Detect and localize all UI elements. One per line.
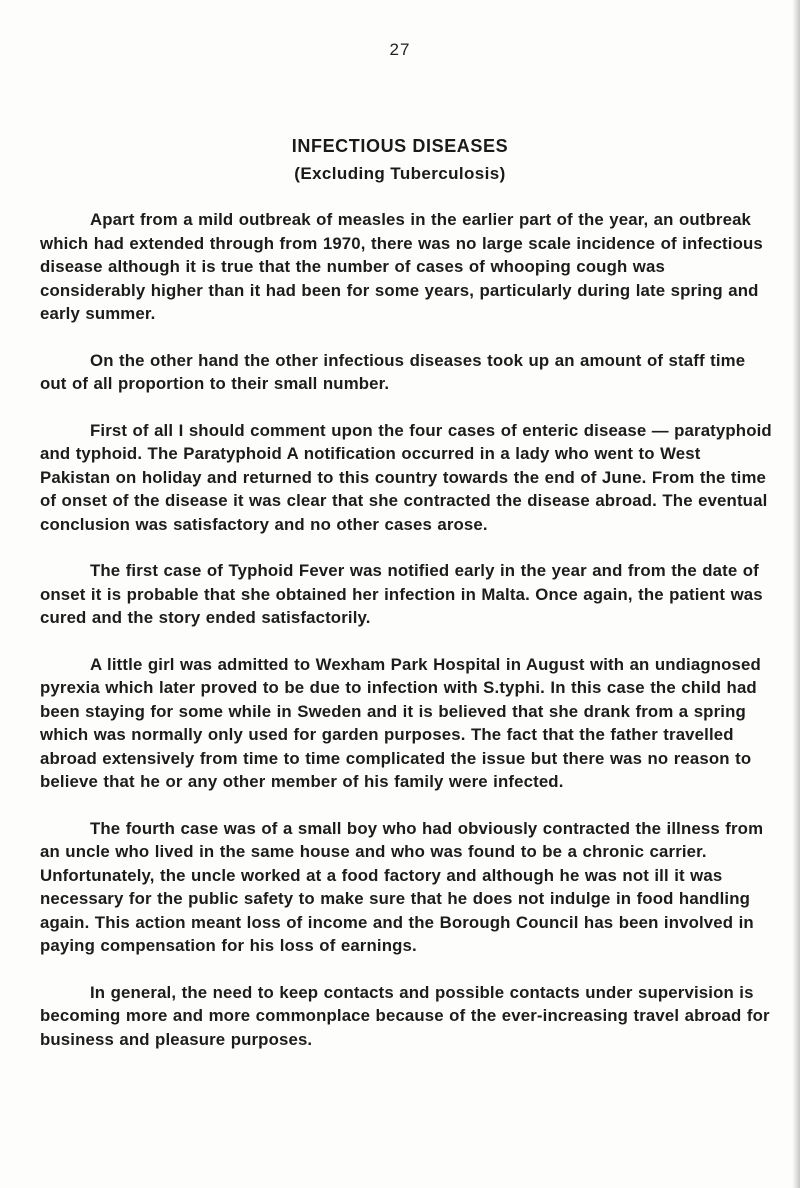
paragraph-staff-time: On the other hand the other infectious diseases took up an amount of staff time out of all proportion to their small number.	[40, 350, 746, 393]
paragraph-enteric-disease: First of all I should comment upon the four cases of enteric disease — paratyphoid and typhoid. The Paratyphoid A notification occurred in a lady who went to West Pakistan on holiday and returned to this country towards the end of June. From the time of onset of the disease it was clear that she contracted the disease abroad. The eventual conclusion was satisfactory and no other cases arose.	[40, 420, 772, 534]
paragraph-fourth-case: The fourth case was of a small boy who had obviously contracted the illness from an uncle who lived in the same house and who was found to be a chronic carrier. Unfortunately, the uncle worked at a food factory and although he was not ill it was necessary for the public safety to make sure that he does not indulge in food handling again. This action meant loss of income and the Borough Council has been involved in paying compensation for his loss of earnings.	[40, 818, 764, 955]
paragraph-typhoid-little-girl: A little girl was admitted to Wexham Park Hospital in August with an undiagnosed pyrexia which later proved to be due to infection with S.typhi. In this case the child had been staying for some while in Sweden and it is believed that she drank from a spring which was normally only used for garden purposes. The fact that the father travelled abroad extensively from time to time complicated the issue but there was no reason to believe that he or any other member of his family were infected.	[40, 654, 761, 791]
body-text	[40, 208, 775, 1074]
paragraph-general-supervision: In general, the need to keep contacts and possible contacts under supervision is becoming more and more commonplace because of the ever-increasing travel abroad for business and pleasure purposes.	[40, 982, 770, 1049]
page-number: 27	[389, 40, 411, 59]
section-subtitle: (Excluding Tuberculosis)	[294, 164, 506, 183]
paragraph-typhoid-first-case: The first case of Typhoid Fever was notified early in the year and from the date of onset it is probable that she obtained her infection in Malta. Once again, the patient was cured and the story ended satisfactorily.	[40, 561, 763, 627]
section-title: INFECTIOUS DISEASES	[291, 136, 509, 156]
paragraph-measles-outbreak: Apart from a mild outbreak of measles in the earlier part of the year, an outbreak which had extended through from 1970, there was no large scale incidence of infectious disease although it is true that the number of cases of whooping cough was considerably higher than it had been for some years, particularly during late spring and early summer.	[40, 210, 763, 323]
